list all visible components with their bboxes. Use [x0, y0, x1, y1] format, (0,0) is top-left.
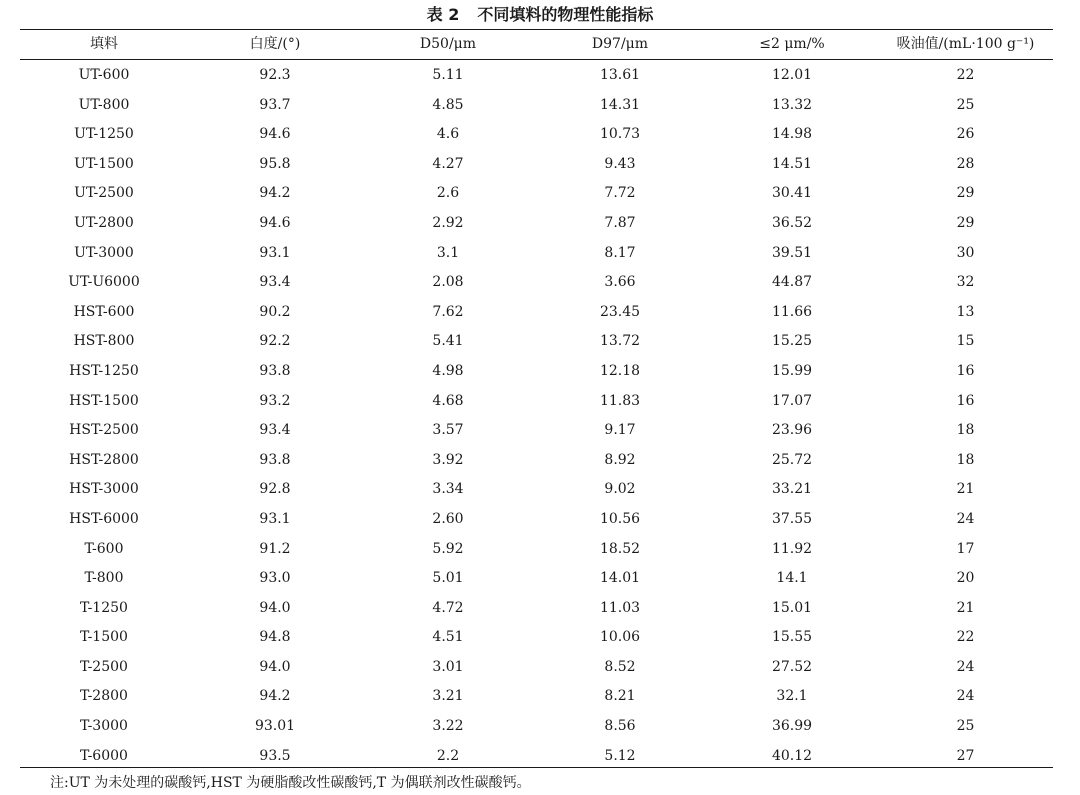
cell-oil-absorption: 21 — [956, 481, 975, 498]
cell-under-2um: 37.55 — [771, 510, 813, 527]
cell-filler: HST-600 — [73, 303, 135, 320]
cell-d50: 5.92 — [432, 540, 464, 557]
cell-d50: 2.6 — [436, 185, 460, 202]
cell-filler: T-2500 — [80, 658, 128, 675]
cell-oil-absorption: 21 — [956, 599, 975, 616]
cell-filler: UT-2500 — [74, 185, 134, 202]
cell-oil-absorption: 24 — [956, 658, 975, 675]
table-row — [20, 712, 1053, 742]
cell-filler: UT-800 — [78, 96, 130, 113]
cell-d50: 4.51 — [432, 629, 464, 646]
table-row — [20, 268, 1053, 298]
cell-under-2um: 15.25 — [771, 333, 813, 350]
table-header-row — [20, 30, 1053, 59]
table-row — [20, 387, 1053, 417]
cell-whiteness: 93.1 — [259, 244, 291, 261]
table-row — [20, 742, 1053, 772]
cell-filler: UT-U6000 — [68, 274, 140, 291]
table-note: 注:UT 为未处理的碳酸钙,HST 为硬脂酸改性碳酸钙,T 为偶联剂改性碳酸钙。 — [50, 775, 531, 791]
cell-under-2um: 27.52 — [771, 658, 813, 675]
table-row — [20, 239, 1053, 269]
cell-whiteness: 93.4 — [259, 422, 291, 439]
cell-d50: 3.1 — [436, 244, 460, 261]
cell-filler: UT-1500 — [74, 155, 134, 172]
cell-under-2um: 11.66 — [771, 303, 813, 320]
properties-table — [20, 30, 1053, 771]
cell-oil-absorption: 26 — [956, 126, 975, 143]
table-caption-number: 表 2 — [426, 5, 460, 24]
cell-d97: 8.92 — [604, 451, 636, 468]
header-under-2um: ≤2 μm/% — [759, 36, 825, 52]
cell-d97: 9.02 — [604, 481, 636, 498]
cell-oil-absorption: 22 — [956, 629, 975, 646]
cell-d97: 11.83 — [599, 392, 641, 409]
table-row — [20, 327, 1053, 357]
header-filler: 填料 — [90, 36, 118, 52]
cell-filler: T-1250 — [80, 599, 128, 616]
table-row — [20, 475, 1053, 505]
cell-whiteness: 94.8 — [259, 629, 291, 646]
cell-oil-absorption: 24 — [956, 510, 975, 527]
cell-filler: T-1500 — [80, 629, 128, 646]
cell-d50: 4.27 — [432, 155, 464, 172]
cell-d50: 4.98 — [432, 362, 464, 379]
cell-whiteness: 92.8 — [259, 481, 291, 498]
cell-filler: UT-600 — [78, 67, 130, 83]
cell-d50: 4.85 — [432, 96, 464, 113]
cell-d97: 7.72 — [604, 185, 636, 202]
cell-d50: 7.62 — [432, 303, 464, 320]
cell-oil-absorption: 25 — [956, 96, 975, 113]
table-body — [20, 59, 1053, 771]
table-row — [20, 446, 1053, 476]
cell-filler: UT-1250 — [74, 126, 134, 143]
cell-d97: 9.43 — [604, 155, 636, 172]
cell-d50: 5.11 — [432, 67, 464, 83]
cell-d50: 3.92 — [432, 451, 464, 468]
table-row — [20, 682, 1053, 712]
table-row — [20, 91, 1053, 121]
cell-oil-absorption: 29 — [956, 214, 975, 231]
cell-whiteness: 95.8 — [259, 155, 291, 172]
cell-under-2um: 32.1 — [776, 688, 808, 705]
cell-under-2um: 11.92 — [771, 540, 813, 557]
cell-d50: 2.60 — [432, 510, 464, 527]
cell-filler: HST-6000 — [69, 510, 139, 527]
cell-oil-absorption: 25 — [956, 718, 975, 735]
cell-d97: 8.21 — [604, 688, 636, 705]
cell-under-2um: 44.87 — [771, 274, 813, 291]
cell-d97: 10.06 — [599, 629, 641, 646]
cell-d97: 9.17 — [604, 422, 636, 439]
cell-whiteness: 94.0 — [259, 599, 291, 616]
cell-oil-absorption: 30 — [956, 244, 975, 261]
cell-filler: HST-2500 — [69, 422, 139, 439]
cell-d97: 10.73 — [599, 126, 641, 143]
cell-under-2um: 14.51 — [771, 155, 813, 172]
table-row — [20, 653, 1053, 683]
cell-filler: T-800 — [84, 570, 124, 587]
table-row — [20, 120, 1053, 150]
cell-under-2um: 36.99 — [771, 718, 813, 735]
cell-oil-absorption: 13 — [956, 303, 975, 320]
cell-under-2um: 25.72 — [771, 451, 813, 468]
cell-under-2um: 14.1 — [776, 570, 808, 587]
cell-d97: 12.18 — [599, 362, 641, 379]
cell-whiteness: 93.1 — [259, 510, 291, 527]
cell-oil-absorption: 32 — [956, 274, 975, 291]
cell-oil-absorption: 22 — [956, 67, 975, 83]
cell-under-2um: 36.52 — [771, 214, 813, 231]
cell-d97: 18.52 — [599, 540, 641, 557]
cell-whiteness: 94.0 — [259, 658, 291, 675]
cell-whiteness: 93.01 — [254, 718, 296, 735]
cell-whiteness: 93.8 — [259, 362, 291, 379]
table-row — [20, 416, 1053, 446]
table-row — [20, 59, 1053, 91]
cell-under-2um: 39.51 — [771, 244, 813, 261]
cell-d97: 8.56 — [604, 718, 636, 735]
cell-whiteness: 90.2 — [259, 303, 291, 320]
cell-oil-absorption: 17 — [956, 540, 975, 557]
cell-d50: 2.08 — [432, 274, 464, 291]
cell-whiteness: 94.6 — [259, 126, 291, 143]
cell-whiteness: 92.2 — [259, 333, 291, 350]
cell-oil-absorption: 20 — [956, 570, 975, 587]
cell-under-2um: 17.07 — [771, 392, 813, 409]
cell-whiteness: 93.4 — [259, 274, 291, 291]
cell-filler: T-6000 — [80, 747, 128, 764]
table-row — [20, 505, 1053, 535]
cell-under-2um: 40.12 — [771, 747, 813, 764]
cell-d50: 5.01 — [432, 570, 464, 587]
cell-oil-absorption: 27 — [956, 747, 975, 764]
cell-d97: 7.87 — [604, 214, 636, 231]
table-row — [20, 209, 1053, 239]
cell-d97: 5.12 — [604, 747, 636, 764]
cell-d97: 11.03 — [599, 599, 641, 616]
cell-d97: 8.17 — [604, 244, 636, 261]
cell-under-2um: 12.01 — [771, 67, 813, 83]
cell-d97: 14.31 — [599, 96, 641, 113]
cell-filler: T-600 — [84, 540, 124, 557]
cell-whiteness: 94.6 — [259, 214, 291, 231]
cell-filler: HST-800 — [73, 333, 135, 350]
table-caption-title: 不同填料的物理性能指标 — [477, 5, 654, 24]
cell-oil-absorption: 16 — [956, 362, 975, 379]
cell-whiteness: 94.2 — [259, 688, 291, 705]
cell-under-2um: 15.01 — [771, 599, 813, 616]
cell-filler: HST-3000 — [69, 481, 139, 498]
cell-under-2um: 15.99 — [771, 362, 813, 379]
table-row — [20, 564, 1053, 594]
cell-oil-absorption: 28 — [956, 155, 975, 172]
cell-whiteness: 92.3 — [259, 67, 291, 83]
cell-under-2um: 33.21 — [771, 481, 813, 498]
cell-filler: UT-2800 — [74, 214, 134, 231]
cell-under-2um: 13.32 — [771, 96, 813, 113]
cell-oil-absorption: 16 — [956, 392, 975, 409]
cell-d50: 4.72 — [432, 599, 464, 616]
table-row — [20, 298, 1053, 328]
cell-whiteness: 93.5 — [259, 747, 291, 764]
table-row — [20, 535, 1053, 565]
cell-whiteness: 91.2 — [259, 540, 291, 557]
cell-oil-absorption: 15 — [956, 333, 975, 350]
cell-filler: T-3000 — [80, 718, 128, 735]
cell-oil-absorption: 18 — [956, 451, 975, 468]
cell-d50: 4.6 — [436, 126, 460, 143]
cell-d97: 8.52 — [604, 658, 636, 675]
cell-d50: 5.41 — [432, 333, 464, 350]
cell-d50: 3.21 — [432, 688, 464, 705]
cell-d97: 14.01 — [599, 570, 641, 587]
cell-oil-absorption: 24 — [956, 688, 975, 705]
header-d97: D97/μm — [591, 36, 649, 52]
table-row — [20, 179, 1053, 209]
cell-under-2um: 15.55 — [771, 629, 813, 646]
cell-d50: 4.68 — [432, 392, 464, 409]
table-row — [20, 623, 1053, 653]
cell-filler: UT-3000 — [74, 244, 134, 261]
cell-d50: 2.2 — [436, 747, 460, 764]
table-caption — [0, 2, 1080, 28]
cell-d50: 3.01 — [432, 658, 464, 675]
cell-filler: HST-1500 — [69, 392, 139, 409]
table-row — [20, 594, 1053, 624]
cell-filler: HST-1250 — [69, 362, 139, 379]
cell-filler: HST-2800 — [69, 451, 139, 468]
cell-whiteness: 94.2 — [259, 185, 291, 202]
header-d50: D50/μm — [419, 36, 477, 52]
cell-d50: 3.22 — [432, 718, 464, 735]
header-oil-absorption: 吸油值/(mL·100 g⁻¹) — [896, 36, 1035, 52]
cell-d97: 13.72 — [599, 333, 641, 350]
cell-under-2um: 30.41 — [771, 185, 813, 202]
cell-d97: 13.61 — [599, 67, 641, 83]
cell-whiteness: 93.7 — [259, 96, 291, 113]
table-row — [20, 150, 1053, 180]
cell-d50: 3.34 — [432, 481, 464, 498]
cell-d97: 10.56 — [599, 510, 641, 527]
cell-under-2um: 23.96 — [771, 422, 813, 439]
cell-whiteness: 93.8 — [259, 451, 291, 468]
cell-d97: 23.45 — [599, 303, 641, 320]
cell-d97: 3.66 — [604, 274, 636, 291]
cell-filler: T-2800 — [80, 688, 128, 705]
cell-whiteness: 93.0 — [259, 570, 291, 587]
header-whiteness: 白度/(°) — [249, 36, 301, 52]
table-row — [20, 357, 1053, 387]
cell-oil-absorption: 29 — [956, 185, 975, 202]
cell-d50: 2.92 — [432, 214, 464, 231]
cell-whiteness: 93.2 — [259, 392, 291, 409]
cell-oil-absorption: 18 — [956, 422, 975, 439]
cell-d50: 3.57 — [432, 422, 464, 439]
cell-under-2um: 14.98 — [771, 126, 813, 143]
